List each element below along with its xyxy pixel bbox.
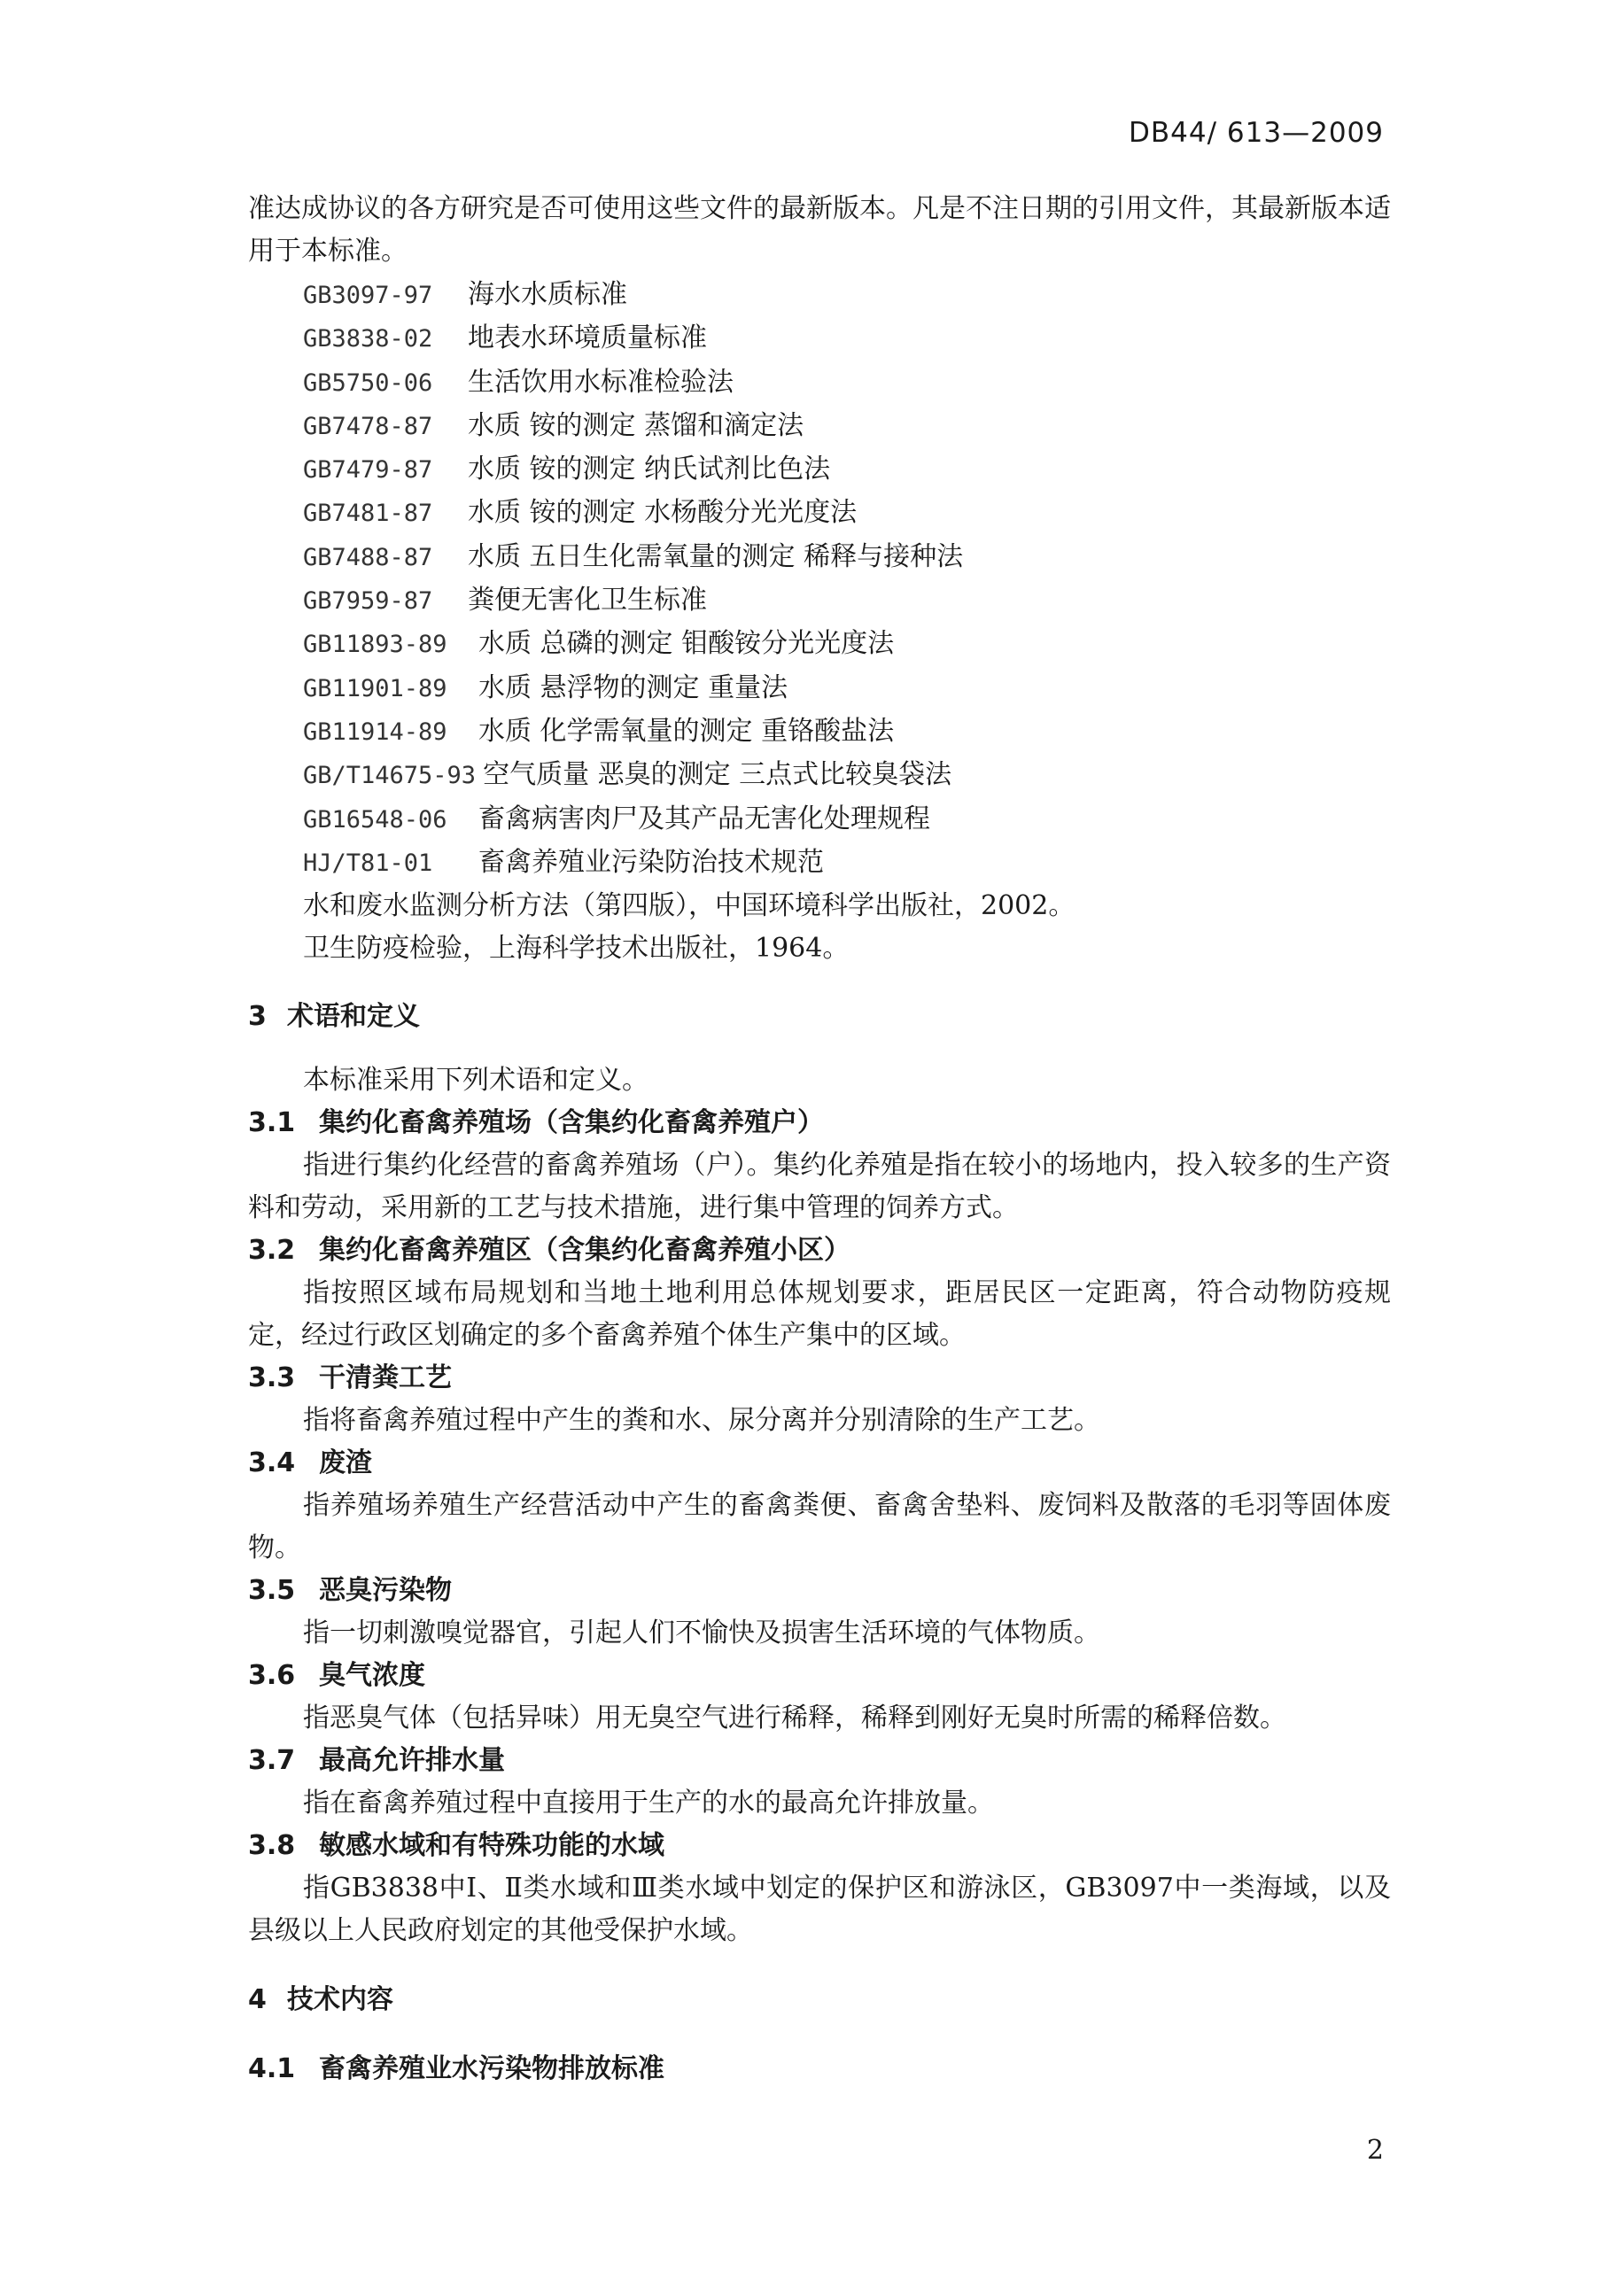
term-3-2 [248,1229,1391,1357]
reference-code: HJ/T81-01 [303,849,433,877]
reference-title: 海水水质标准 [468,279,627,310]
term-title: 废渣 [319,1447,372,1478]
reference-code: GB3097-97 [303,282,433,309]
term-heading [248,1229,1391,1272]
reference-item [248,317,1391,361]
page-number: 2 [1366,2135,1384,2166]
term-definition: 指养殖场养殖生产经营活动中产生的畜禽粪便、畜禽舍垫料、废饲料及散落的毛羽等固体废物。 [248,1489,1391,1563]
section-number: 4 [248,1983,267,2015]
reference-item [248,579,1391,623]
term-title: 臭气浓度 [319,1659,425,1691]
reference-title: 水质 铵的测定 蒸馏和滴定法 [468,409,804,441]
term-definition: 指按照区域布局规划和当地土地利用总体规划要求，距居民区一定距离，符合动物防疫规定，经过行政区划确定的多个畜禽养殖个体生产集中的区域。 [248,1276,1391,1351]
reference-code: GB7959-87 [303,587,433,616]
term-heading [248,1740,1391,1782]
term-3-3 [248,1357,1391,1442]
reference-title: 畜禽养殖业污染防治技术规范 [478,846,824,878]
term-title: 集约化畜禽养殖区（含集约化畜禽养殖小区） [319,1234,850,1266]
term-heading [248,1655,1391,1697]
term-number: 3.6 [248,1659,296,1691]
reference-title: 水质 悬浮物的测定 重量法 [478,671,788,703]
term-title: 最高允许排水量 [319,1744,505,1776]
term-title: 集约化畜禽养殖场（含集约化畜禽养殖户） [319,1106,824,1138]
term-heading [248,1442,1391,1485]
term-3-7 [248,1740,1391,1825]
term-heading [248,1570,1391,1612]
subsection-4-1-heading [248,2048,1391,2090]
term-title: 敏感水域和有特殊功能的水域 [319,1829,664,1861]
intro-paragraph: 准达成协议的各方研究是否可使用这些文件的最新版本。凡是不注日期的引用文件，其最新版本适用于本标准。 [248,193,1391,267]
section-3-heading [248,996,1391,1038]
other-reference: 水和废水监测分析方法（第四版），中国环境科学出版社，2002。 [303,890,1076,922]
reference-title: 粪便无害化卫生标准 [468,585,707,617]
other-reference: 卫生防疫检验，上海科学技术出版社，1964。 [303,933,850,965]
reference-title: 空气质量 恶臭的测定 三点式比较臭袋法 [483,759,952,791]
section-title: 术语和定义 [287,1000,420,1032]
reference-title: 畜禽病害肉尸及其产品无害化处理规程 [478,803,930,834]
reference-item [248,754,1391,797]
subsection-number: 4.1 [248,2052,296,2084]
term-number: 3.1 [248,1106,296,1138]
reference-item [248,536,1391,579]
subsection-title: 畜禽养殖业水污染物排放标准 [319,2052,664,2084]
term-definition: 指进行集约化经营的畜禽养殖场（户）。集约化养殖是指在较小的场地内，投入较多的生产资料和劳动，采用新的工艺与技术措施，进行集中管理的饲养方式。 [248,1149,1391,1223]
reference-code: GB7481-87 [303,500,433,528]
term-heading [248,1825,1391,1867]
section-number: 3 [248,1000,267,1032]
reference-title: 水质 铵的测定 水杨酸分光光度法 [468,497,858,529]
term-3-4 [248,1442,1391,1570]
standard-code-header: DB44/ 613—2009 [1129,117,1384,149]
term-3-8 [248,1825,1391,1952]
reference-code: GB16548-06 [303,805,447,834]
term-number: 3.5 [248,1574,296,1606]
reference-title: 水质 化学需氧量的测定 重铬酸盐法 [478,715,895,747]
term-3-1 [248,1102,1391,1229]
term-title: 干清粪工艺 [319,1361,452,1393]
reference-code: GB5750-06 [303,368,433,397]
term-title: 恶臭污染物 [319,1574,452,1606]
reference-code: GB11914-89 [303,718,447,746]
reference-item [248,623,1391,666]
term-number: 3.4 [248,1447,296,1478]
term-definition: 指恶臭气体（包括异味）用无臭空气进行稀释，稀释到刚好无臭时所需的稀释倍数。 [303,1702,1286,1734]
reference-code: GB3838-02 [303,325,433,353]
reference-item [248,361,1391,405]
page-content [248,188,1391,2090]
reference-title: 地表水环境质量标准 [468,322,707,354]
reference-code: GB11901-89 [303,674,447,702]
reference-item [248,405,1391,448]
reference-item [248,667,1391,710]
reference-code: GB7479-87 [303,456,433,485]
reference-title: 水质 铵的测定 纳氏试剂比色法 [468,454,831,485]
term-heading [248,1357,1391,1400]
reference-code: GB7478-87 [303,412,433,440]
reference-title: 水质 五日生化需氧量的测定 稀释与接种法 [468,540,964,572]
term-heading [248,1102,1391,1144]
reference-item [248,710,1391,754]
term-definition: 指一切刺激嗅觉器官，引起人们不愉快及损害生活环境的气体物质。 [303,1617,1100,1648]
term-number: 3.7 [248,1744,296,1776]
reference-title: 水质 总磷的测定 钼酸铵分光光度法 [478,628,895,660]
reference-title: 生活饮用水标准检验法 [468,366,734,398]
term-number: 3.3 [248,1361,296,1393]
reference-item [248,842,1391,885]
reference-item [248,448,1391,492]
term-definition: 指在畜禽养殖过程中直接用于生产的水的最高允许排放量。 [303,1787,994,1819]
term-definition: 指将畜禽养殖过程中产生的粪和水、尿分离并分别清除的生产工艺。 [303,1404,1100,1436]
section-title: 技术内容 [287,1983,393,2015]
reference-item [248,492,1391,535]
reference-code: GB11893-89 [303,631,447,659]
reference-code: GB7488-87 [303,543,433,571]
normative-references-list [248,274,1391,971]
term-number: 3.2 [248,1234,296,1266]
section-4-heading [248,1979,1391,2021]
term-definition: 指GB3838中Ⅰ、Ⅱ类水域和Ⅲ类水域中划定的保护区和游泳区，GB3097中一类海域，以及县级以上人民政府划定的其他受保护水域。 [248,1872,1391,1946]
term-3-5 [248,1570,1391,1655]
reference-code: GB/T14675-93 [303,762,477,790]
term-number: 3.8 [248,1829,296,1861]
reference-item [248,798,1391,842]
term-3-6 [248,1655,1391,1740]
section-3-intro: 本标准采用下列术语和定义。 [303,1064,648,1096]
reference-item [248,274,1391,317]
